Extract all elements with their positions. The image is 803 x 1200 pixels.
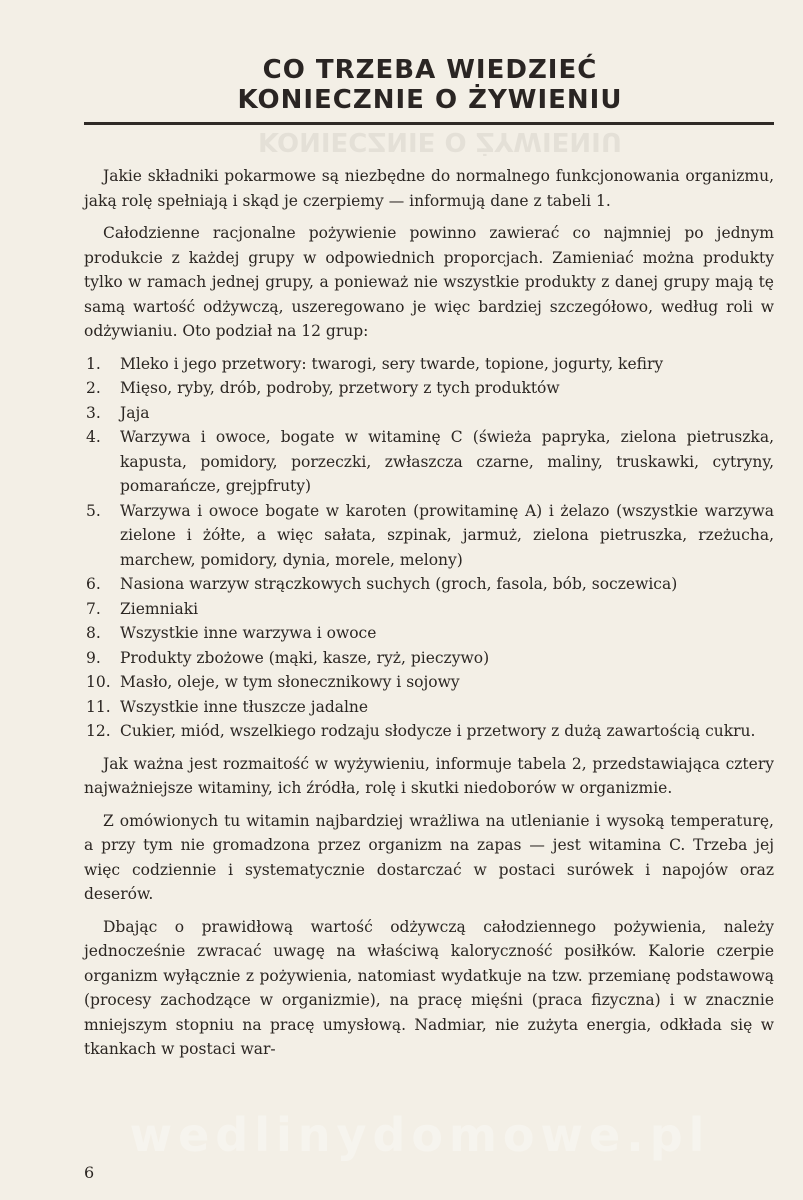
watermark: wedlinydomowe.pl — [129, 1108, 711, 1162]
food-group-number: 3. — [86, 403, 101, 422]
food-group-item — [84, 352, 774, 377]
food-group-item — [84, 425, 774, 499]
food-groups-list — [84, 352, 774, 744]
food-group-number: 6. — [86, 575, 101, 593]
food-group-number: 1. — [86, 354, 101, 373]
food-group-number: 11. — [86, 697, 111, 716]
food-group-number: 5. — [86, 501, 101, 520]
food-group-number: 4. — [86, 428, 101, 446]
food-group-number: 9. — [86, 648, 101, 667]
food-group-text: Ziemniaki — [120, 599, 199, 618]
food-group-number: 2. — [86, 379, 101, 397]
body-text — [84, 164, 774, 1070]
food-group-item — [84, 621, 774, 646]
food-group-item — [84, 376, 774, 401]
food-group-item — [84, 695, 774, 720]
food-group-number: 8. — [86, 624, 101, 642]
food-group-text: Produkty zbożowe (mąki, kasze, ryż, pieczywo) — [120, 648, 490, 667]
show-through-title: KONIECZNIE O ŻYWIENIU — [258, 126, 622, 156]
food-group-item — [84, 670, 774, 695]
food-group-item — [84, 597, 774, 622]
food-group-text: Warzywa i owoce, bogate w witaminę C (świeża papryka, zielona pietruszka, kapusta, pomidory, porzeczki, zwłaszcza czarne, maliny, truskawki, cytryny, pomarańcze, grejpfruty) — [120, 428, 774, 495]
food-group-item — [84, 719, 774, 744]
food-group-text: Jaja — [120, 403, 150, 422]
paragraph-vitamin-c: Z omówionych tu witamin najbardziej wrażliwa na utlenianie i wysoką temperaturę, a przy tym nie gromadzona przez organizm na zapas — jest witamina C. Trzeba jej więc codziennie i systematycznie dostarczać w postaci surówek i napojów oraz deserów. — [84, 811, 774, 903]
food-group-number: 7. — [86, 599, 101, 618]
food-group-text: Wszystkie inne warzywa i owoce — [120, 624, 377, 642]
food-group-text: Warzywa i owoce bogate w karoten (prowitaminę A) i żelazo (wszystkie warzywa zielone i żółte, a więc sałata, szpinak, jarmuż, zielona pietruszka, rzeżucha, marchew, pomidory, dynia, morele, melony) — [120, 501, 774, 569]
food-group-number: 10. — [86, 673, 111, 691]
paragraph-groups-intro: Całodzienne racjonalne pożywienie powinno zawierać co najmniej po jednym produkcie z każdej grupy w odpowiednich proporcjach. Zamieniać można produkty tylko w ramach jednej grupy, a ponieważ nie wszystkie produkty z danej grupy mają tę samą wartość odżywczą, uszeregowano je więc bardziej szczegółowo, według roli w odżywianiu. Oto podział na 12 grup: — [84, 224, 774, 340]
title-underline-rule — [84, 122, 774, 125]
food-group-text: Nasiona warzyw strączkowych suchych (groch, fasola, bób, soczewica) — [120, 575, 678, 593]
paragraph-vitamins: Jak ważna jest rozmaitość w wyżywieniu, informuje tabela 2, przedstawiająca cztery najważniejsze witaminy, ich źródła, rolę i skutki niedoborów w organizmie. — [84, 754, 774, 797]
paragraph-intro: Jakie składniki pokarmowe są niezbędne do normalnego funkcjonowania organizmu, jaką rolę spełniają i skąd je czerpiemy — informują dane z tabeli 1. — [84, 167, 774, 210]
food-group-item — [84, 499, 774, 573]
food-group-text: Cukier, miód, wszelkiego rodzaju słodycze i przetwory z dużą zawartością cukru. — [120, 722, 756, 740]
food-group-text: Wszystkie inne tłuszcze jadalne — [120, 697, 369, 716]
food-group-text: Masło, oleje, w tym słonecznikowy i sojowy — [120, 673, 460, 691]
food-group-text: Mleko i jego przetwory: twarogi, sery twarde, topione, jogurty, kefiry — [120, 354, 664, 373]
food-group-item — [84, 646, 774, 671]
food-group-text: Mięso, ryby, drób, podroby, przetwory z tych produktów — [120, 379, 560, 397]
chapter-title — [180, 55, 680, 115]
food-group-item — [84, 401, 774, 426]
chapter-title-line-2: KONIECZNIE O ŻYWIENIU — [237, 85, 623, 115]
food-group-number: 12. — [86, 722, 111, 740]
paragraph-calories: Dbając o prawidłową wartość odżywczą całodziennego pożywienia, należy jednocześnie zwracać uwagę na właściwą kaloryczność posiłków. Kalorie czerpie organizm wyłącznie z pożywienia, natomiast wydatkuje na tzw. przemianę podstawową (procesy zachodzące w organizmie), na pracę mięśni (praca fizyczna) i w znacznie mniejszym stopniu na pracę umysłową. Nadmiar, nie zużyta energia, odkłada się w tkankach w postaci war- — [84, 917, 774, 1058]
food-group-item — [84, 572, 774, 597]
page-number: 6 — [84, 1163, 95, 1182]
chapter-title-line-1: CO TRZEBA WIEDZIEĆ — [262, 55, 598, 85]
